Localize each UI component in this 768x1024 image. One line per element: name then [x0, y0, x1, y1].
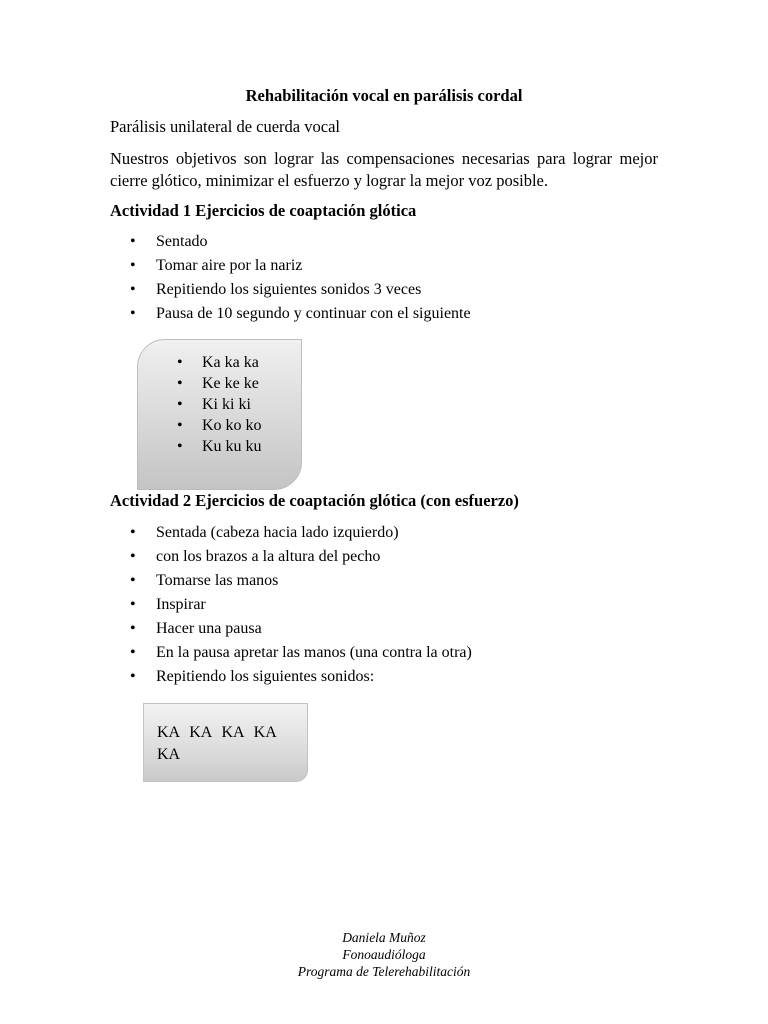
- list-item: • Ke ke ke: [162, 373, 262, 394]
- list-item: • con los brazos a la altura del pecho: [110, 545, 472, 569]
- list-item: • Ki ki ki: [162, 394, 262, 415]
- activity2-sounds-box: [143, 703, 308, 782]
- list-item: • Tomar aire por la nariz: [110, 254, 471, 278]
- activity1-sounds-list: [162, 352, 262, 457]
- objectives-paragraph: Nuestros objetivos son lograr las compensaciones necesarias para lograr mejor cierre glótico, minimizar el esfuerzo y lograr la mejor voz posible.: [110, 149, 658, 190]
- footer-program: Programa de Telerehabilitación: [297, 964, 471, 979]
- footer-name: Daniela Muñoz: [342, 930, 426, 945]
- activity1-heading-text: Actividad 1 Ejercicios de coaptación glótica: [110, 201, 417, 220]
- list-item: • Ko ko ko: [162, 415, 262, 436]
- list-item: • En la pausa apretar las manos (una contra la otra): [110, 641, 472, 665]
- activity2-steps: [110, 521, 472, 689]
- list-item: • Ku ku ku: [162, 436, 262, 457]
- activity1-steps: [110, 230, 471, 326]
- activity2-heading: [110, 491, 519, 511]
- subtitle: Parálisis unilateral de cuerda vocal: [110, 117, 340, 136]
- list-item: • Tomarse las manos: [110, 569, 472, 593]
- list-item: • Sentado: [110, 230, 471, 254]
- list-item: • Sentada (cabeza hacia lado izquierdo): [110, 521, 472, 545]
- list-item: • Pausa de 10 segundo y continuar con el siguiente: [110, 302, 471, 326]
- activity1-heading: [110, 201, 416, 221]
- list-item: • Hacer una pausa: [110, 617, 472, 641]
- page-title: Rehabilitación vocal en parálisis cordal: [245, 86, 523, 105]
- footer: [0, 929, 768, 980]
- list-item: • Repitiendo los siguientes sonidos:: [110, 665, 472, 689]
- list-item: • Repitiendo los siguientes sonidos 3 veces: [110, 278, 471, 302]
- activity2-sounds-text: KA KA KA KA KA: [157, 724, 276, 763]
- activity2-heading-suffix: (con esfuerzo): [420, 491, 519, 510]
- list-item: • Inspirar: [110, 593, 472, 617]
- activity1-sounds-box: [137, 339, 302, 490]
- list-item: • Ka ka ka: [162, 352, 262, 373]
- activity2-heading-text: Actividad 2 Ejercicios de coaptación glótica: [110, 491, 417, 510]
- footer-role: Fonoaudióloga: [342, 947, 426, 962]
